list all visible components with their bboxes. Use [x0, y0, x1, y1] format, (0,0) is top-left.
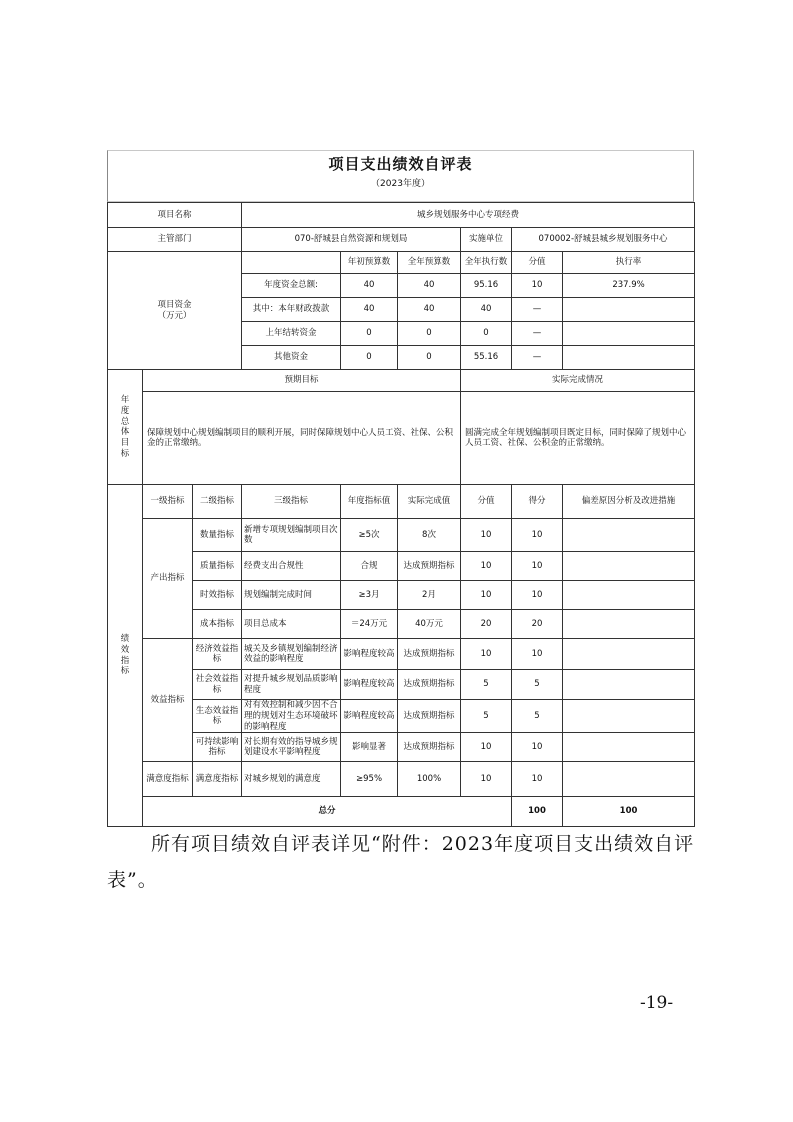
funds-header: 执行率	[563, 252, 695, 274]
indicator-score: 10	[512, 581, 563, 610]
funds-cell: 40	[461, 298, 512, 322]
funds-header: 年初预算数	[341, 252, 398, 274]
indicator-l3: 项目总成本	[242, 610, 341, 639]
indicator-actual: 达成预期指标	[398, 700, 461, 733]
indicator-score: 10	[512, 733, 563, 762]
indicator-group: 效益指标	[143, 639, 193, 762]
funds-cell: 55.16	[461, 346, 512, 370]
indicator-note	[563, 700, 695, 733]
indicator-actual: 40万元	[398, 610, 461, 639]
indicator-weight: 10	[461, 639, 512, 670]
project-value: 城乡规划服务中心专项经费	[242, 203, 695, 228]
indicator-note	[563, 610, 695, 639]
indicator-header: 三级指标	[242, 485, 341, 519]
indicator-weight: 10	[461, 733, 512, 762]
indicator-l3: 城关及乡镇规划编制经济效益的影响程度	[242, 639, 341, 670]
total-label: 总分	[143, 797, 512, 827]
indicator-note	[563, 762, 695, 797]
impl-unit-label: 实施单位	[461, 228, 512, 252]
indicator-target: ＝24万元	[341, 610, 398, 639]
indicator-header: 年度指标值	[341, 485, 398, 519]
funds-header: 全年执行数	[461, 252, 512, 274]
funds-cell: 0	[398, 322, 461, 346]
indicator-l3: 对城乡规划的满意度	[242, 762, 341, 797]
indicator-actual: 8次	[398, 519, 461, 552]
indicator-actual: 达成预期指标	[398, 552, 461, 581]
indicator-l2: 数量指标	[193, 519, 242, 552]
indicator-target: 影响程度较高	[341, 700, 398, 733]
indicator-row	[108, 552, 695, 581]
funds-header-row	[108, 252, 695, 274]
indicator-actual: 达成预期指标	[398, 670, 461, 700]
indicator-note	[563, 519, 695, 552]
evaluation-grid	[107, 202, 695, 827]
funds-row-label: 年度资金总额:	[242, 274, 341, 298]
indicator-target: ≥3月	[341, 581, 398, 610]
total-weight: 100	[512, 797, 563, 827]
indicator-note	[563, 639, 695, 670]
goals-content-row	[108, 392, 695, 485]
indicator-note	[563, 670, 695, 700]
funds-cell: 0	[461, 322, 512, 346]
indicator-row	[108, 610, 695, 639]
indicator-target: 合规	[341, 552, 398, 581]
indicator-actual: 2月	[398, 581, 461, 610]
indicator-actual: 100%	[398, 762, 461, 797]
indicator-score: 5	[512, 670, 563, 700]
indicator-row	[108, 670, 695, 700]
indicator-group: 产出指标	[143, 519, 193, 639]
indicator-l2: 社会效益指标	[193, 670, 242, 700]
indicator-note	[563, 733, 695, 762]
indicator-l2: 生态效益指标	[193, 700, 242, 733]
funds-row-label: 上年结转资金	[242, 322, 341, 346]
funds-cell: 0	[341, 322, 398, 346]
funds-cell: 95.16	[461, 274, 512, 298]
page-number: -19-	[640, 993, 674, 1013]
funds-cell: 0	[341, 346, 398, 370]
indicator-target: ≥5次	[341, 519, 398, 552]
indicator-row	[108, 581, 695, 610]
indicator-row	[108, 700, 695, 733]
indicator-target: ≥95%	[341, 762, 398, 797]
department-value: 070-舒城县自然资源和规划局	[242, 228, 461, 252]
goals-actual-header: 实际完成情况	[461, 370, 695, 392]
funds-cell: 40	[341, 274, 398, 298]
indicator-note	[563, 552, 695, 581]
project-label: 项目名称	[108, 203, 242, 228]
funds-row-label: 其中：本年财政拨款	[242, 298, 341, 322]
indicator-header: 一级指标	[143, 485, 193, 519]
indicator-score: 10	[512, 519, 563, 552]
funds-header: 全年预算数	[398, 252, 461, 274]
indicator-l2: 成本指标	[193, 610, 242, 639]
indicator-l3: 经费支出合规性	[242, 552, 341, 581]
appendix-text: 所有项目绩效自评表详见“附件：2023年度项目支出绩效自评表”。	[107, 833, 695, 891]
indicator-l3: 对提升城乡规划品质影响程度	[242, 670, 341, 700]
indicator-l2: 经济效益指标	[193, 639, 242, 670]
goals-header-row	[108, 370, 695, 392]
indicator-header: 偏差原因分析及改进措施	[563, 485, 695, 519]
goals-expected: 保障规划中心规划编制项目的顺利开展，同时保障规划中心人员工资、社保、公积金的正常缴纳。	[143, 392, 461, 485]
indicator-row	[108, 639, 695, 670]
indicator-l2: 可持续影响指标	[193, 733, 242, 762]
indicator-row	[108, 519, 695, 552]
indicator-weight: 20	[461, 610, 512, 639]
indicator-weight: 10	[461, 762, 512, 797]
performance-evaluation-table	[107, 150, 694, 827]
goals-label: 年 度 总 体 目 标	[108, 370, 143, 485]
header-band	[107, 191, 694, 202]
funds-header-blank	[242, 252, 341, 274]
indicator-weight: 5	[461, 670, 512, 700]
indicator-target: 影响显著	[341, 733, 398, 762]
department-row	[108, 228, 695, 252]
funds-cell: 40	[398, 274, 461, 298]
indicator-note	[563, 581, 695, 610]
funds-cell: —	[512, 322, 563, 346]
funds-cell: 40	[398, 298, 461, 322]
indicator-target: 影响程度较高	[341, 639, 398, 670]
indicator-l2: 质量指标	[193, 552, 242, 581]
indicator-l2: 时效指标	[193, 581, 242, 610]
indicator-weight: 10	[461, 519, 512, 552]
indicator-header: 实际完成值	[398, 485, 461, 519]
total-score: 100	[563, 797, 695, 827]
goals-actual: 圆满完成全年规划编制项目既定目标，同时保障了规划中心人员工资、社保、公积金的正常缴纳。	[461, 392, 695, 485]
indicator-weight: 10	[461, 552, 512, 581]
total-row	[108, 797, 695, 827]
indicator-target: 影响程度较高	[341, 670, 398, 700]
appendix-paragraph	[107, 826, 697, 898]
indicator-score: 10	[512, 762, 563, 797]
indicator-score: 10	[512, 552, 563, 581]
funds-cell: 0	[398, 346, 461, 370]
indicator-score: 10	[512, 639, 563, 670]
indicator-score: 5	[512, 700, 563, 733]
funds-cell: 10	[512, 274, 563, 298]
indicator-group: 满意度指标	[143, 762, 193, 797]
indicator-l3: 对有效控制和减少因不合理的规划对生态环境破坏的影响程度	[242, 700, 341, 733]
indicator-row	[108, 762, 695, 797]
funds-header: 分值	[512, 252, 563, 274]
indicator-score: 20	[512, 610, 563, 639]
indicator-header-row	[108, 485, 695, 519]
indicator-actual: 达成预期指标	[398, 639, 461, 670]
indicator-header: 分值	[461, 485, 512, 519]
indicator-l3: 新增专项规划编制项目次数	[242, 519, 341, 552]
funds-label: 项目资金 （万元）	[108, 252, 242, 370]
table-title: 项目支出绩效自评表	[107, 150, 694, 177]
funds-cell: —	[512, 298, 563, 322]
indicator-l2: 满意度指标	[193, 762, 242, 797]
indicators-label: 绩 效 指 标	[108, 485, 143, 827]
goals-expected-header: 预期目标	[143, 370, 461, 392]
indicator-header: 得分	[512, 485, 563, 519]
impl-unit-value: 070002-舒城县城乡规划服务中心	[512, 228, 695, 252]
department-label: 主管部门	[108, 228, 242, 252]
funds-cell: 40	[341, 298, 398, 322]
indicator-weight: 10	[461, 581, 512, 610]
indicator-header: 二级指标	[193, 485, 242, 519]
indicator-weight: 5	[461, 700, 512, 733]
funds-cell	[563, 346, 695, 370]
indicator-l3: 对长期有效的指导城乡规划建设水平影响程度	[242, 733, 341, 762]
indicator-row	[108, 733, 695, 762]
funds-cell: —	[512, 346, 563, 370]
funds-row-label: 其他资金	[242, 346, 341, 370]
indicator-l3: 规划编制完成时间	[242, 581, 341, 610]
project-row	[108, 203, 695, 228]
funds-cell	[563, 298, 695, 322]
funds-cell: 237.9%	[563, 274, 695, 298]
table-year: （2023年度）	[107, 177, 694, 191]
indicator-actual: 达成预期指标	[398, 733, 461, 762]
funds-cell	[563, 322, 695, 346]
